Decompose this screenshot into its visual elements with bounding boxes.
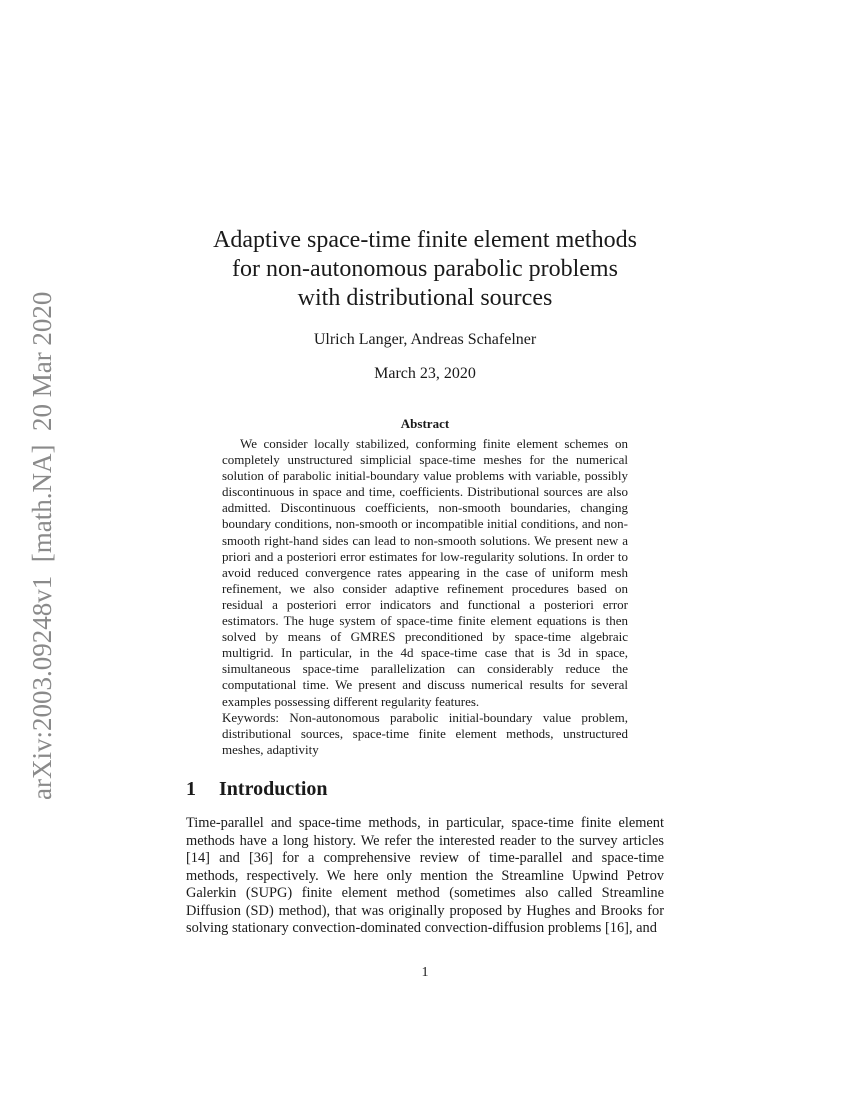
authors: Ulrich Langer, Andreas Schafelner — [313, 331, 537, 348]
title-line-3: with distributional sources — [297, 285, 553, 311]
paper-title — [120, 226, 730, 313]
keywords: Keywords: Non-autonomous parabolic initial-boundary value problem, distributional sources, space-time finite element methods, unstructured meshes, adaptivity — [222, 710, 628, 758]
publication-date: March 23, 2020 — [374, 365, 476, 382]
arxiv-category: [math.NA] — [27, 444, 57, 563]
arxiv-date: 20 Mar 2020 — [27, 291, 57, 432]
section-heading — [186, 778, 328, 801]
section-number: 1 — [186, 778, 196, 800]
title-line-2: for non-autonomous parabolic problems — [232, 256, 618, 282]
introduction-body: Time-parallel and space-time methods, in particular, space-time finite element methods have a long history. We refer the interested reader to the survey articles [14] and [36] for a comprehensive review of time-parallel and space-time methods, respectively. We here only mention the Streamline Upwind Petrov Galerkin (SUPG) finite element method (sometimes also called Streamline Diffusion (SD) method), that was originally proposed by Hughes and Brooks for solving stationary convection-dominated convection-diffusion problems [16], and — [186, 815, 664, 936]
title-line-1: Adaptive space-time finite element methods — [213, 227, 637, 253]
page-number: 1 — [421, 965, 429, 980]
section-title: Introduction — [219, 778, 328, 800]
abstract-body: We consider locally stabilized, conforming finite element schemes on completely unstructured simplicial space-time meshes for the numerical solution of parabolic initial-boundary value problems with variable, possibly discontinuous in space and time, coefficients. Distributional sources are also admitted. Discontinuous coefficients, non-smooth boundaries, changing boundary conditions, non-smooth or incompatible initial conditions, and non-smooth right-hand sides can lead to non-smooth solutions. We present new a priori and a posteriori error estimates for low-regularity solutions. In order to avoid reduced convergence rates appearing in the case of uniform mesh refinement, we also consider adaptive refinement procedures based on residual a posteriori error indicators and functional a posteriori error estimators. The huge system of space-time finite element equations is then solved by means of GMRES preconditioned by space-time algebraic multigrid. In particular, in the 4d space-time case that is 3d in space, simultaneous space-time parallelization can considerably reduce the computational time. We present and discuss numerical results for several examples possessing different regularity features. — [222, 436, 628, 709]
abstract-heading: Abstract — [400, 416, 450, 431]
arxiv-sidebar-stamp — [22, 260, 62, 800]
arxiv-id: arXiv:2003.09248v1 — [27, 575, 57, 800]
